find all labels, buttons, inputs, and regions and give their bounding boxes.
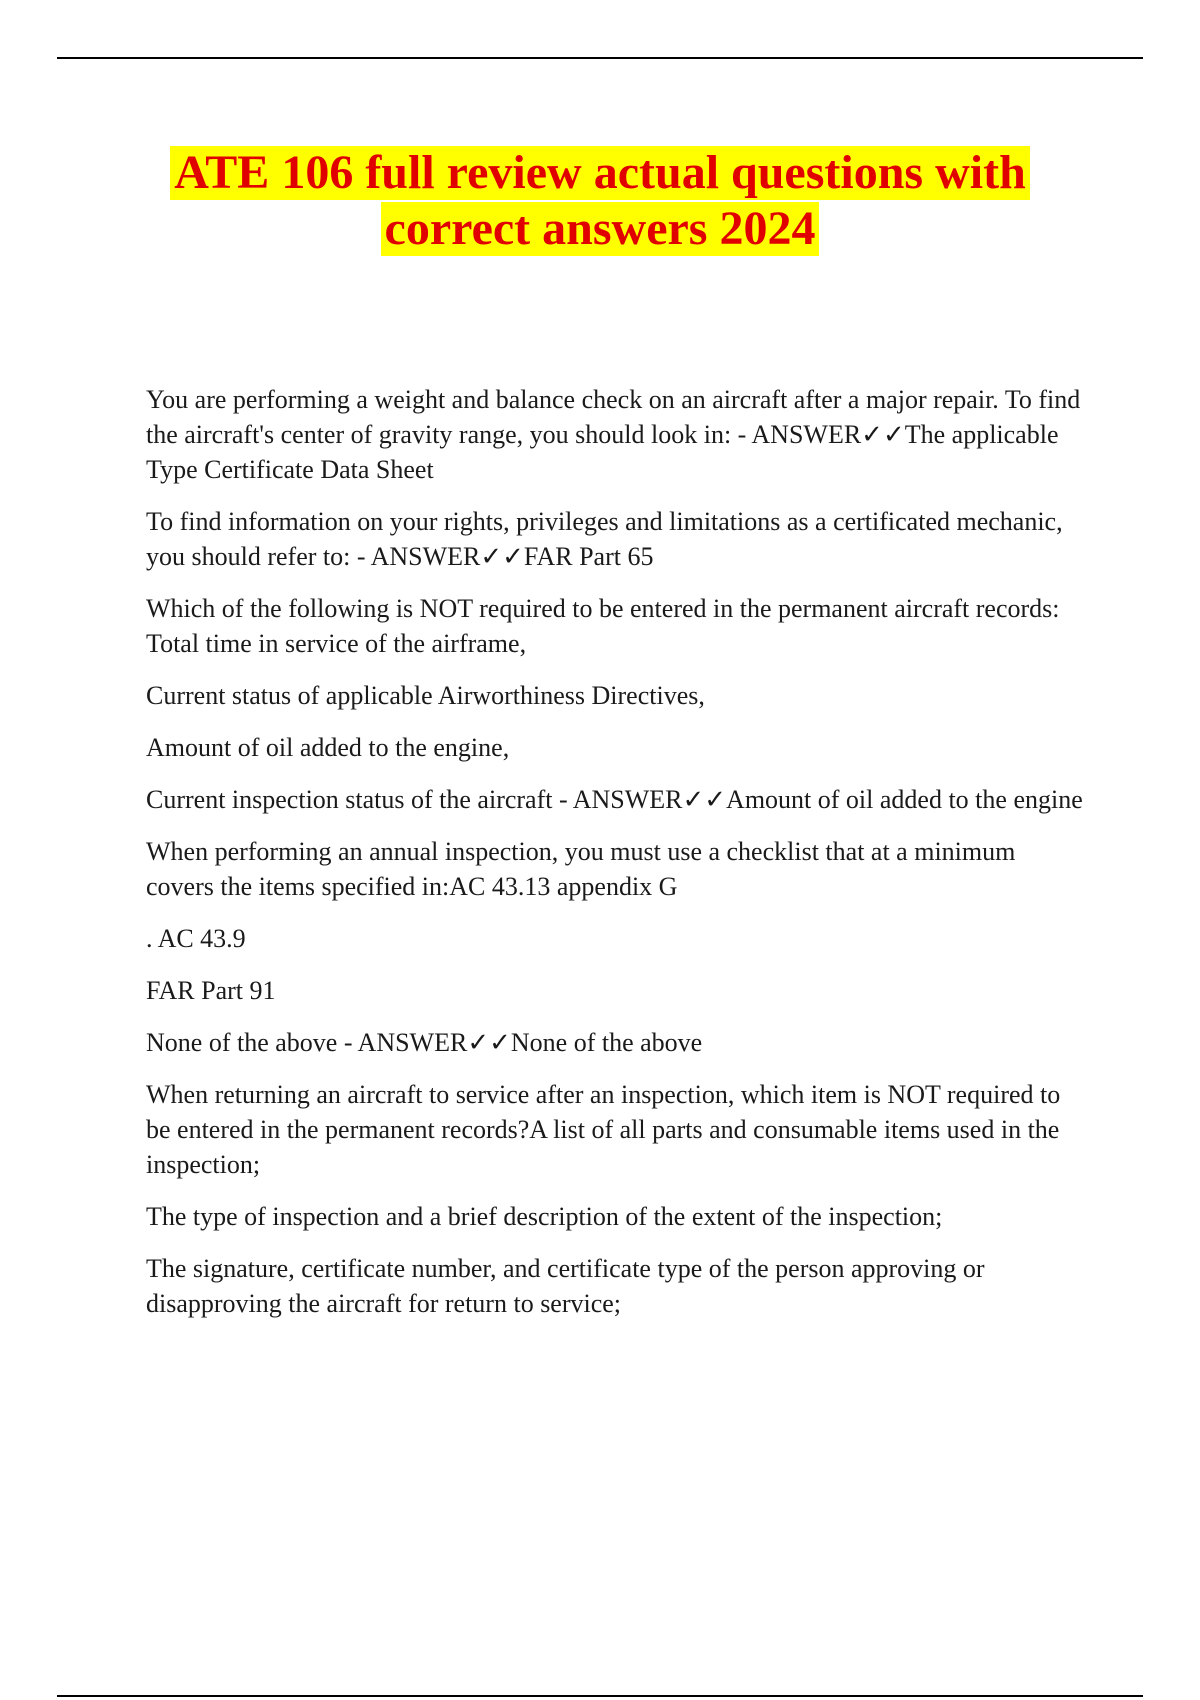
paragraph: The signature, certificate number, and certificate type of the person approving or disapproving the aircraft for return to service; <box>146 1254 985 1318</box>
paragraph: Amount of oil added to the engine, <box>146 733 510 762</box>
bottom-rule <box>57 1695 1143 1697</box>
paragraph: The type of inspection and a brief description of the extent of the inspection; <box>146 1202 943 1231</box>
top-rule <box>57 57 1143 59</box>
paragraph: Current status of applicable Airworthiness Directives, <box>146 681 705 710</box>
document-body <box>146 382 1086 1338</box>
title-line-2: correct answers 2024 <box>381 202 820 256</box>
document-title <box>0 146 1200 258</box>
paragraph: . AC 43.9 <box>146 924 246 953</box>
paragraph: Which of the following is NOT required to be entered in the permanent aircraft records: Total time in service of the airframe, <box>146 594 1060 658</box>
title-line-1: ATE 106 full review actual questions with <box>170 146 1030 200</box>
paragraph: Current inspection status of the aircraft - ANSWER✓✓Amount of oil added to the engine <box>146 785 1083 814</box>
paragraph: None of the above - ANSWER✓✓None of the above <box>146 1028 703 1057</box>
paragraph: You are performing a weight and balance check on an aircraft after a major repair. To find the aircraft's center of gravity range, you should look in: - ANSWER✓✓The applicable Type Certificate Data Sheet <box>146 385 1081 484</box>
paragraph: When returning an aircraft to service after an inspection, which item is NOT required to be entered in the permanent records?A list of all parts and consumable items used in the inspection; <box>146 1080 1061 1179</box>
paragraph: To find information on your rights, privileges and limitations as a certificated mechanic, you should refer to: - ANSWER✓✓FAR Part 65 <box>146 507 1063 571</box>
paragraph: When performing an annual inspection, you must use a checklist that at a minimum covers the items specified in:AC 43.13 appendix G <box>146 837 1016 901</box>
paragraph: FAR Part 91 <box>146 976 276 1005</box>
